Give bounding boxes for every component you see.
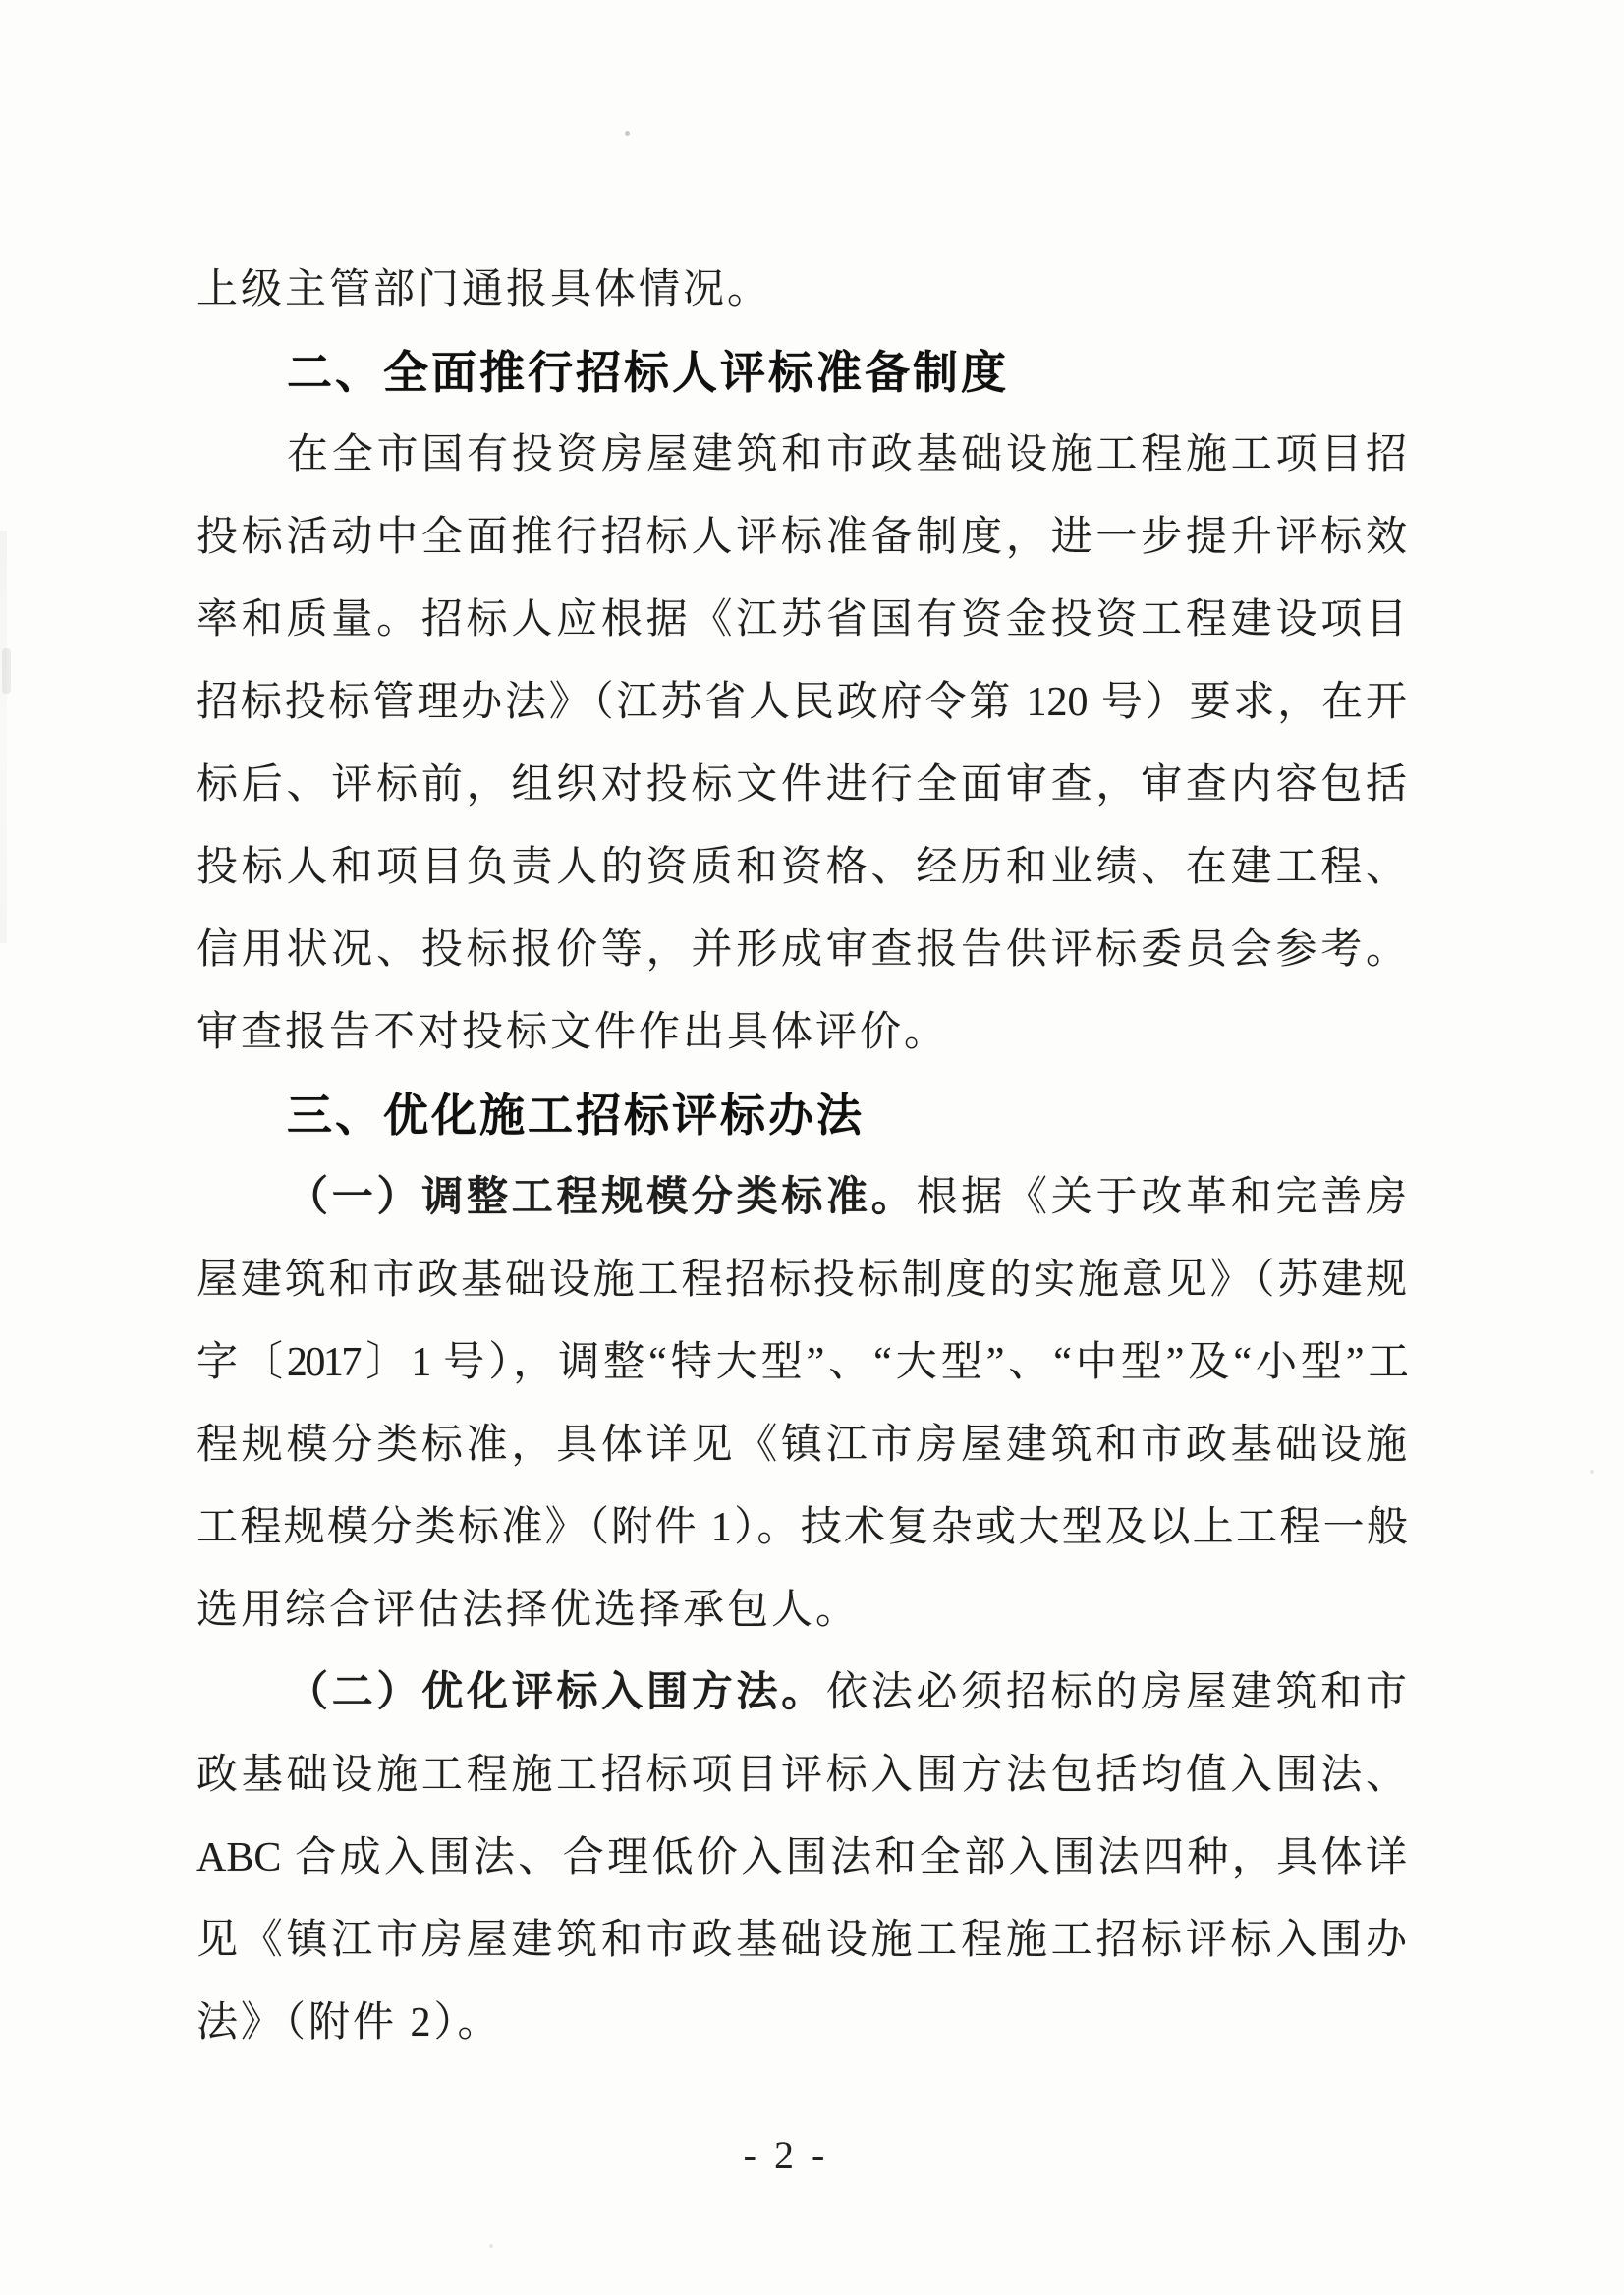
scan-speck (625, 131, 630, 136)
item-1-lead-tail: 根据《关于改革和完善房 (916, 1175, 1407, 1220)
body-line: 率和质量。招标人应根据《江苏省国有资金投资工程建设项目 (196, 597, 1407, 643)
paragraph-carryover-line: 上级主管部门通报具体情况。 (196, 267, 772, 312)
item-2-lead: （二）优化评标入围方法。 (287, 1670, 826, 1715)
item-2-lead-tail: 依法必须招标的房屋建筑和市 (826, 1670, 1407, 1715)
page-number: - 2 - (743, 2133, 829, 2177)
body-line: 法》（附件 2）。 (196, 2000, 502, 2045)
body-line: 工程规模分类标准》（附件 1）。技术复杂或大型及以上工程一般 (196, 1505, 1407, 1550)
scan-speck (1590, 1470, 1594, 1474)
section-heading-2: 二、全面推行招标人评标准备制度 (287, 347, 1009, 398)
section-heading-3: 三、优化施工招标评标办法 (287, 1090, 865, 1141)
body-line: 审查报告不对投标文件作出具体评价。 (196, 1010, 949, 1055)
body-line: 标后、评标前，组织对投标文件进行全面审查，审查内容包括 (196, 762, 1407, 808)
body-line: 投标活动中全面推行招标人评标准备制度，进一步提升评标效 (196, 515, 1407, 560)
scan-smudge (0, 531, 7, 943)
body-line: 政基础设施工程施工招标项目评标入围方法包括均值入围法、 (196, 1753, 1407, 1798)
item-2-first-line (196, 1651, 1407, 1734)
scan-speck (489, 2244, 493, 2248)
body-line: 屋建筑和市政基础设施工程招标投标制度的实施意见》（苏建规 (196, 1258, 1407, 1303)
body-line: 程规模分类标准，具体详见《镇江市房屋建筑和市政基础设施 (196, 1423, 1407, 1468)
body-line: 见《镇江市房屋建筑和市政基础设施工程施工招标评标入围办 (196, 1918, 1407, 1963)
body-line: 招标投标管理办法》（江苏省人民政府令第 120 号）要求，在开 (196, 680, 1407, 725)
body-line: 在全市国有投资房屋建筑和市政基础设施工程施工项目招 (287, 432, 1407, 477)
body-line: 选用综合评估法择优选择承包人。 (196, 1588, 861, 1633)
body-line: ABC 合成入围法、合理低价入围法和全部入围法四种，具体详 (196, 1835, 1407, 1880)
body-line: 投标人和项目负责人的资质和资格、经历和业绩、在建工程、 (196, 845, 1407, 890)
document-text-block (196, 249, 1407, 2064)
scan-speck (2, 648, 11, 694)
body-line: 字〔2017〕1 号），调整“特大型”、“大型”、“中型”及“小型”工 (196, 1340, 1407, 1385)
item-1-lead: （一）调整工程规模分类标准。 (287, 1175, 917, 1220)
body-line: 信用状况、投标报价等，并形成审查报告供评标委员会参考。 (196, 927, 1407, 973)
item-1-first-line (196, 1156, 1407, 1239)
